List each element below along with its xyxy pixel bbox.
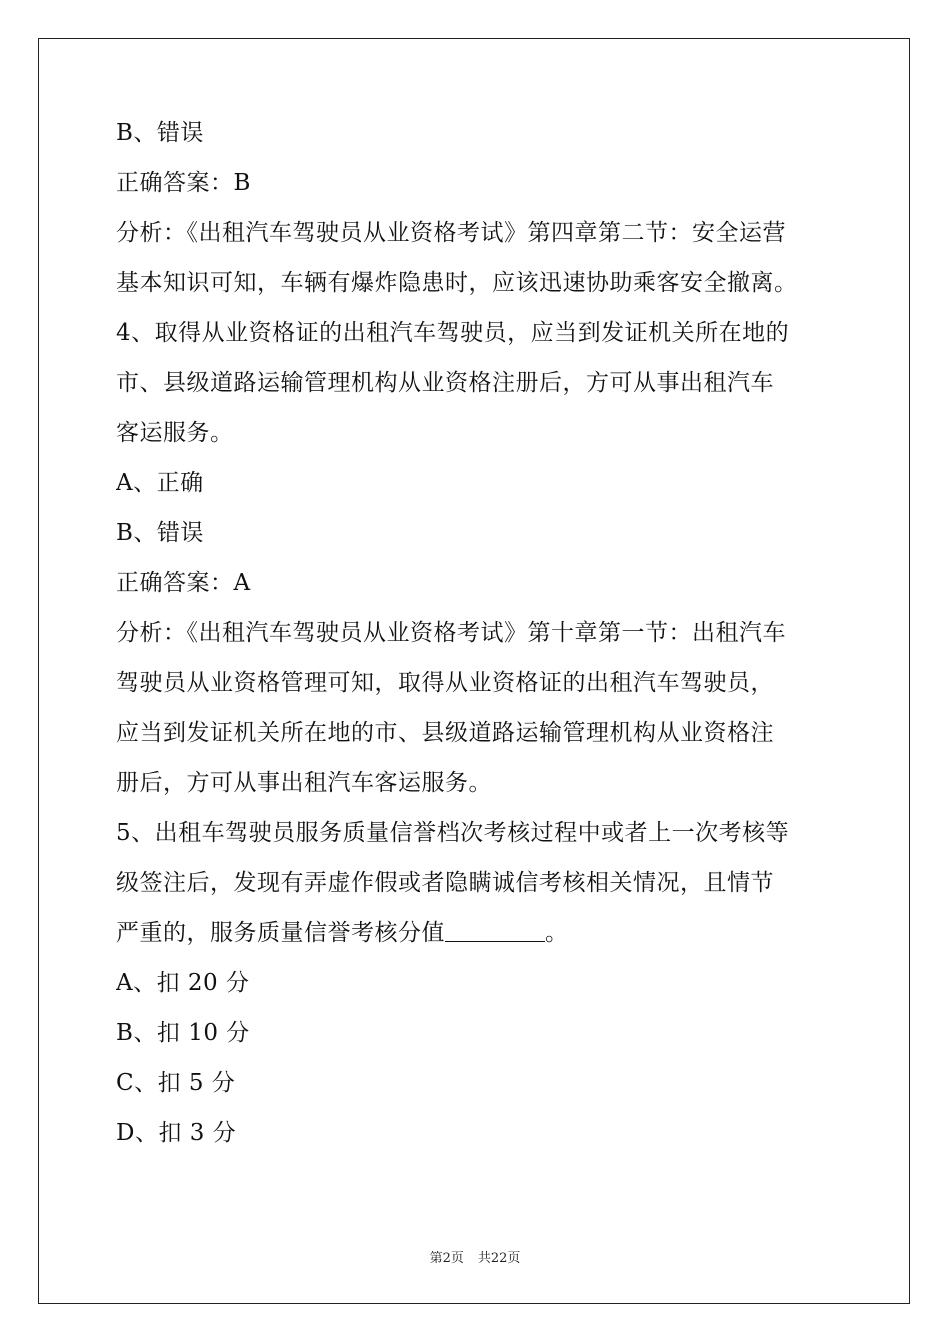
question-4-line-3: 客运服务。 [116,420,234,446]
option-b-q3: B、错误 [116,120,204,146]
analysis-q4-line-3: 应当到发证机关所在地的市、县级道路运输管理机构从业资格注 [116,720,774,746]
answer-q3: 正确答案：B [116,170,251,196]
option-c-q5: C、扣 5 分 [116,1070,236,1096]
page-total: 共22页 [477,1251,521,1266]
question-4-line-2: 市、县级道路运输管理机构从业资格注册后，方可从事出租汽车 [116,370,774,396]
analysis-q4-line-4: 册后，方可从事出租汽车客运服务。 [116,770,492,796]
analysis-q4-line-2: 驾驶员从业资格管理可知，取得从业资格证的出租汽车驾驶员， [116,670,774,696]
option-a-q4: A、正确 [116,470,204,496]
analysis-q4-line-1: 分析：《出租汽车驾驶员从业资格考试》第十章第一节：出租汽车 [116,620,786,646]
question-5-line-3 [116,908,836,958]
option-a-q5: A、扣 20 分 [116,970,250,996]
document-body [116,108,836,1158]
page-number: 第2页 [429,1251,464,1266]
question-5-line-1: 5、出租车驾驶员服务质量信誉档次考核过程中或者上一次考核等 [116,820,790,846]
question-4-line-1: 4、取得从业资格证的出租汽车驾驶员，应当到发证机关所在地的 [116,320,790,346]
option-b-q5: B、扣 10 分 [116,1020,250,1046]
page-footer [0,1247,950,1266]
question-5-line-2: 级签注后，发现有弄虚作假或者隐瞒诚信考核相关情况，且情节 [116,870,774,896]
fill-in-blank [445,919,545,942]
option-b-q4: B、错误 [116,520,204,546]
question-5-period: 。 [545,920,569,946]
analysis-q3-line-2: 基本知识可知，车辆有爆炸隐患时，应该迅速协助乘客安全撤离。 [116,270,798,296]
question-5-line-3-text: 严重的，服务质量信誉考核分值 [116,920,445,946]
analysis-q3-line-1: 分析：《出租汽车驾驶员从业资格考试》第四章第二节：安全运营 [116,220,786,246]
answer-q4: 正确答案：A [116,570,251,596]
option-d-q5: D、扣 3 分 [116,1120,237,1146]
